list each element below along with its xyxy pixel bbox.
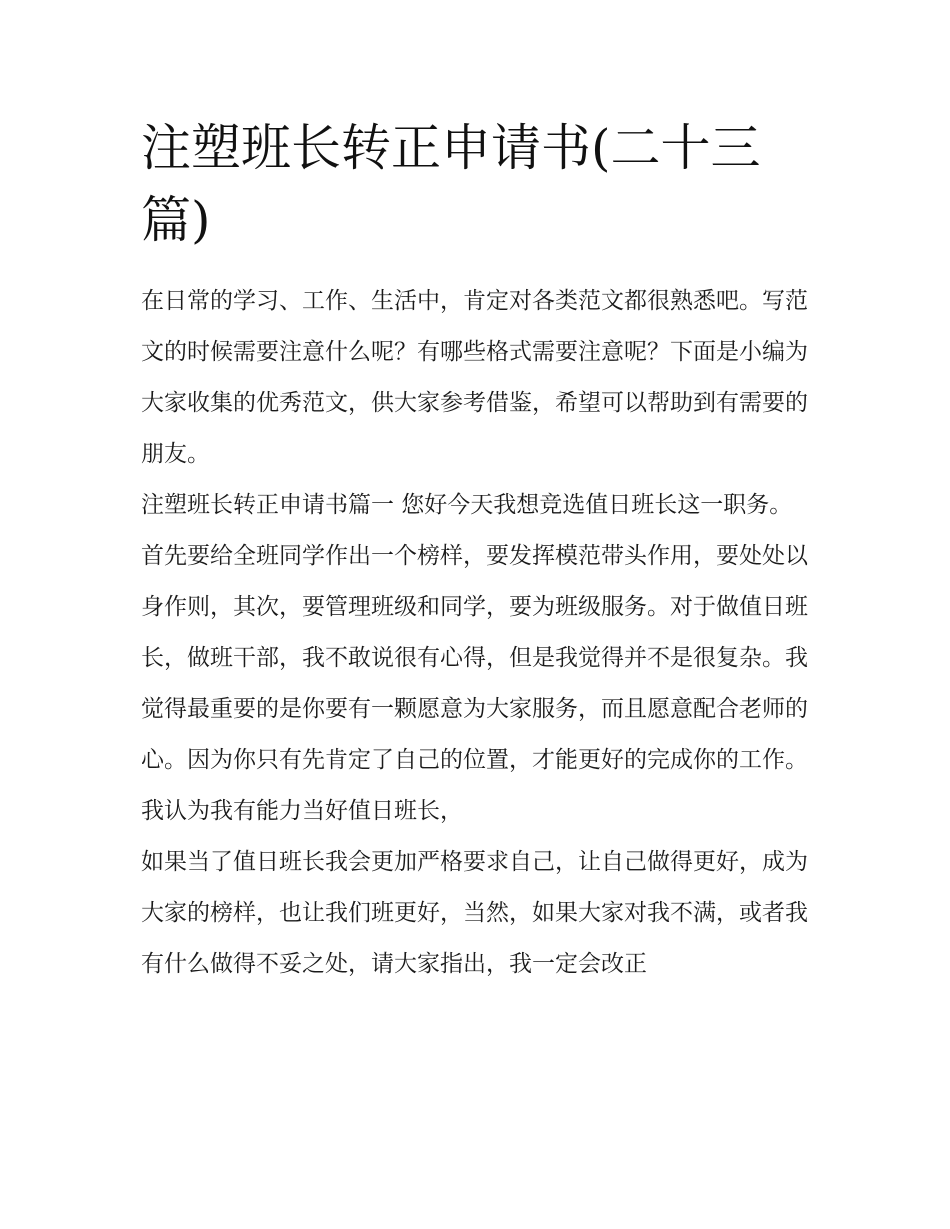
paragraph-commitment: 如果当了值日班长我会更加严格要求自己，让自己做得更好，成为大家的榜样，也让我们班更好，当然，如果大家对我不满，或者我有什么做得不妥之处，请大家指出，我一定会改正 bbox=[141, 849, 808, 977]
paragraph-ability: 我认为我有能力当好值日班长， bbox=[141, 798, 463, 824]
paragraph-section-heading: 注塑班长转正申请书篇一 您好今天我想竞选值日班长这一职务。 bbox=[141, 492, 793, 518]
document-title: 注塑班长转正申请书(二十三篇) bbox=[141, 119, 761, 249]
paragraph-duties: 首先要给全班同学作出一个榜样，要发挥模范带头作用，要处处以身作则，其次，要管理班级和同学，要为班级服务。对于做值日班长，做班干部，我不敢说很有心得，但是我觉得并不是很复杂。我觉得最重要的是你要有一颗愿意为大家服务，而且愿意配合老师的心。因为你只有先肯定了自己的位置，才能更好的完成你的工作。 bbox=[141, 543, 808, 773]
document-body bbox=[141, 276, 821, 990]
paragraph-intro: 在日常的学习、工作、生活中，肯定对各类范文都很熟悉吧。写范文的时候需要注意什么呢？有哪些格式需要注意呢？下面是小编为大家收集的优秀范文，供大家参考借鉴，希望可以帮助到有需要的朋友。 bbox=[141, 288, 808, 467]
